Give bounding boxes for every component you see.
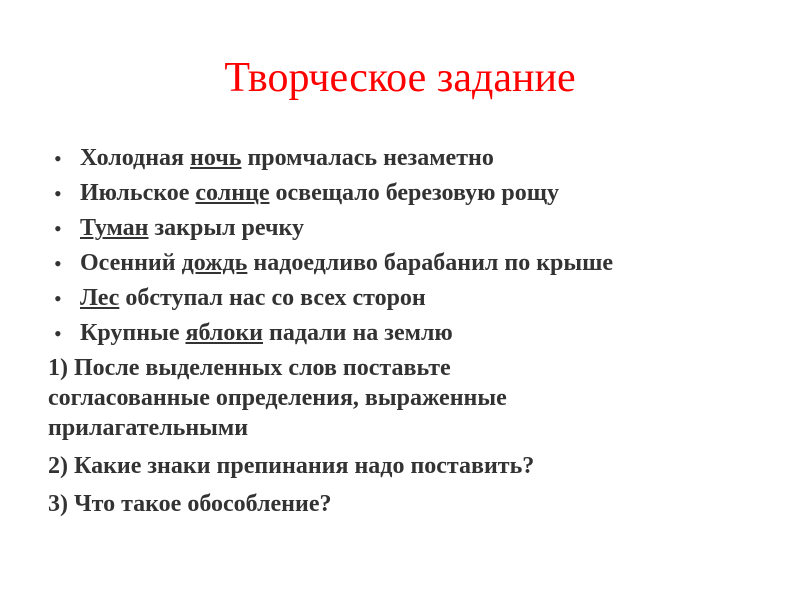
sentence-list <box>48 141 768 351</box>
sentence-before: Крупные <box>80 320 186 346</box>
sentence-item <box>48 211 768 246</box>
highlighted-word: солнце <box>195 180 270 206</box>
question-item <box>48 451 768 481</box>
sentence-before: Холодная <box>80 145 191 171</box>
sentence-item <box>48 246 768 281</box>
highlighted-word: Туман <box>80 215 149 241</box>
sentence-item <box>48 316 768 351</box>
sentence-before: Осенний <box>80 250 182 276</box>
sentence-item <box>48 141 768 176</box>
question-list <box>48 353 768 519</box>
bullet-icon: • <box>54 286 62 311</box>
slide-title: Творческое задание <box>224 55 576 101</box>
sentence-item <box>48 176 768 211</box>
sentence-after: закрыл речку <box>148 215 304 241</box>
question-item <box>48 489 768 519</box>
sentence-after: освещало березовую рощу <box>269 180 560 206</box>
sentence-after: промчалась незаметно <box>241 145 494 171</box>
sentence-after: обступал нас со всех сторон <box>119 285 426 311</box>
bullet-icon: • <box>54 216 62 241</box>
question-line: прилагательными <box>48 415 249 441</box>
question-line: 3) Что такое обособление? <box>48 491 332 517</box>
question-line: согласованные определения, выраженные <box>48 385 507 411</box>
bullet-icon: • <box>54 181 62 206</box>
sentence-after: надоедливо барабанил по крыше <box>247 250 614 276</box>
bullet-icon: • <box>54 251 62 276</box>
question-line: 1) После выделенных слов поставьте <box>48 355 451 381</box>
slide-content <box>48 141 768 527</box>
highlighted-word: дождь <box>181 250 248 276</box>
sentence-before: Июльское <box>80 180 196 206</box>
sentence-item <box>48 281 768 316</box>
bullet-icon: • <box>54 146 62 171</box>
bullet-icon: • <box>54 321 62 346</box>
sentence-after: падали на землю <box>263 320 453 346</box>
highlighted-word: Лес <box>80 285 120 311</box>
question-line: 2) Какие знаки препинания надо поставить? <box>48 453 535 479</box>
highlighted-word: ночь <box>190 145 242 171</box>
highlighted-word: яблоки <box>185 320 263 346</box>
question-item <box>48 353 768 443</box>
